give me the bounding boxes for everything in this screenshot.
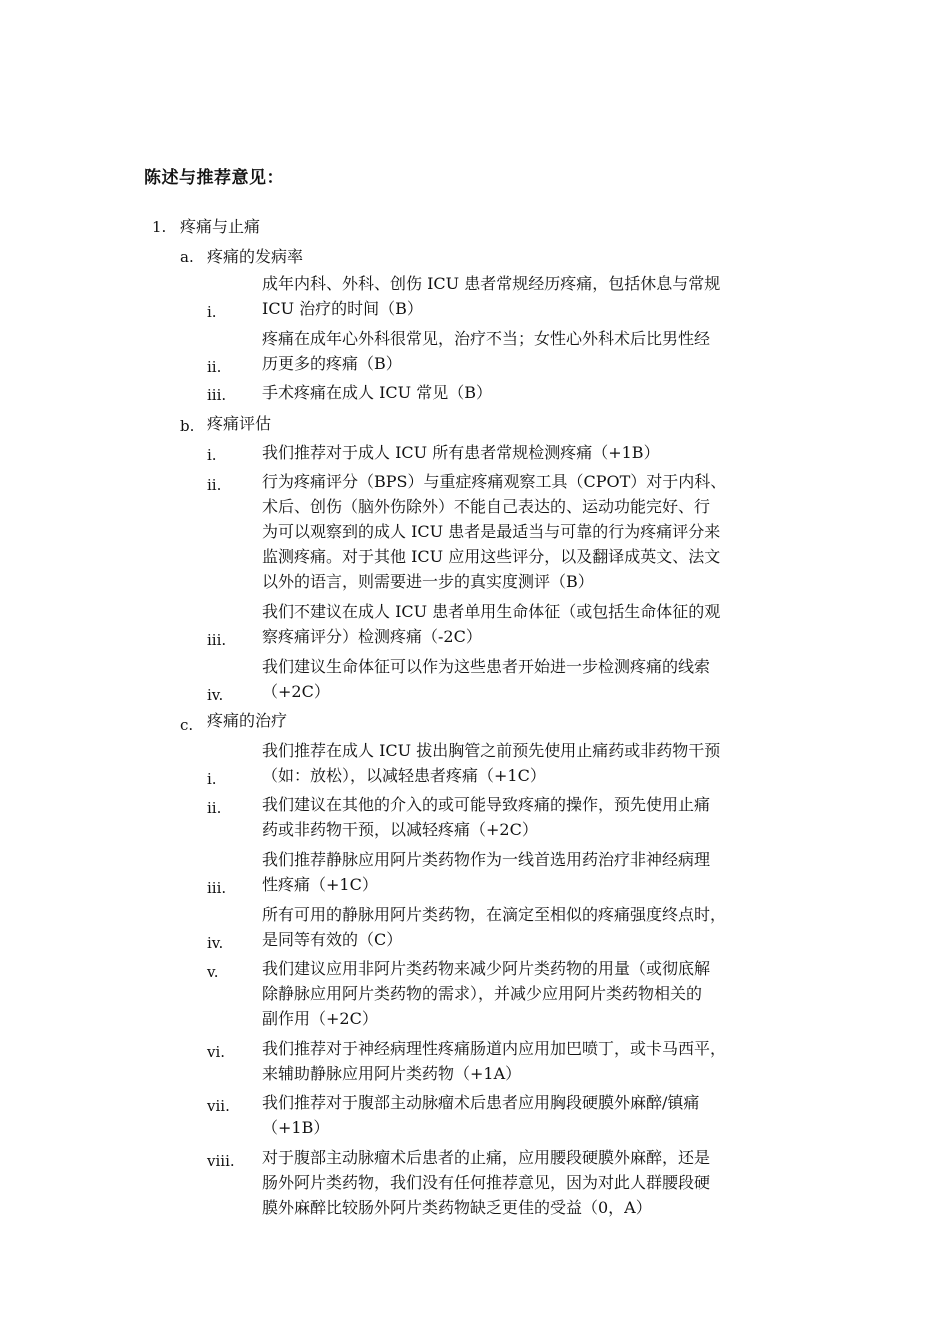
list-item-number: i. bbox=[207, 446, 217, 464]
list-item-line: 监测疼痛。对于其他 ICU 应用这些评分，以及翻译成英文、法文 bbox=[262, 547, 721, 566]
list-item-line: 肠外阿片类药物，我们没有任何推荐意见，因为对此人群腰段硬 bbox=[262, 1173, 711, 1192]
list-item-number: iii. bbox=[207, 631, 227, 649]
list-item-line: 所有可用的静脉用阿片类药物，在滴定至相似的疼痛强度终点时， bbox=[262, 905, 727, 924]
list-item-line: 对于腹部主动脉瘤术后患者的止痛，应用腰段硬膜外麻醉，还是 bbox=[262, 1148, 711, 1167]
list-item-line: 我们推荐对于成人 ICU 所有患者常规检测疼痛（+1B） bbox=[262, 443, 660, 462]
page-title: 陈述与推荐意见： bbox=[144, 168, 284, 188]
section-title: 疼痛与止痛 bbox=[180, 217, 261, 236]
subsection-title-a: 疼痛的发病率 bbox=[207, 247, 304, 266]
list-item-line: （+2C） bbox=[262, 682, 330, 701]
list-item-number: ii. bbox=[207, 358, 222, 376]
list-item-line: 膜外麻醉比较肠外阿片类药物缺乏更佳的受益（0，A） bbox=[262, 1198, 652, 1217]
list-item-number: iv. bbox=[207, 934, 224, 952]
subsection-letter-c: c. bbox=[180, 716, 194, 734]
list-item-number: iii. bbox=[207, 386, 227, 404]
list-item-number: ii. bbox=[207, 476, 222, 494]
list-item-line: 我们推荐对于腹部主动脉瘤术后患者应用胸段硬膜外麻醉/镇痛 bbox=[262, 1093, 700, 1112]
list-item-number: ii. bbox=[207, 799, 222, 817]
list-item-line: 来辅助静脉应用阿片类药物（+1A） bbox=[262, 1064, 522, 1083]
subsection-letter-a: a. bbox=[180, 248, 194, 266]
list-item-number: iii. bbox=[207, 879, 227, 897]
list-item-line: ICU 治疗的时间（B） bbox=[262, 299, 423, 318]
list-item-line: 疼痛在成年心外科很常见，治疗不当；女性心外科术后比男性经 bbox=[262, 329, 711, 348]
list-item-line: 我们推荐静脉应用阿片类药物作为一线首选用药治疗非神经病理 bbox=[262, 850, 711, 869]
list-item-line: 以外的语言，则需要进一步的真实度测评（B） bbox=[262, 572, 594, 591]
list-item-number: vi. bbox=[207, 1043, 226, 1061]
list-item-line: 察疼痛评分）检测疼痛（-2C） bbox=[262, 627, 482, 646]
list-item-number: i. bbox=[207, 303, 217, 321]
list-item-line: （如：放松），以减轻患者疼痛（+1C） bbox=[262, 766, 546, 785]
section-number: 1. bbox=[152, 218, 167, 236]
list-item-line: 除静脉应用阿片类药物的需求），并减少应用阿片类药物相关的 bbox=[262, 984, 703, 1003]
list-item-number: v. bbox=[207, 963, 219, 981]
list-item-number: vii. bbox=[207, 1097, 230, 1115]
list-item-line: 我们推荐对于神经病理性疼痛肠道内应用加巴喷丁，或卡马西平， bbox=[262, 1039, 727, 1058]
list-item-number: i. bbox=[207, 770, 217, 788]
list-item-number: viii. bbox=[207, 1152, 235, 1170]
subsection-title-b: 疼痛评估 bbox=[207, 414, 272, 433]
list-item-line: 行为疼痛评分（BPS）与重症疼痛观察工具（CPOT）对于内科、 bbox=[262, 472, 727, 491]
list-item-line: 我们建议在其他的介入的或可能导致疼痛的操作，预先使用止痛 bbox=[262, 795, 711, 814]
subsection-title-c: 疼痛的治疗 bbox=[207, 711, 288, 730]
list-item-line: （+1B） bbox=[262, 1118, 330, 1137]
list-item-line: 我们推荐在成人 ICU 拔出胸管之前预先使用止痛药或非药物干预 bbox=[262, 741, 721, 760]
list-item-line: 为可以观察到的成人 ICU 患者是最适当与可靠的行为疼痛评分来 bbox=[262, 522, 721, 541]
list-item-line: 术后、创伤（脑外伤除外）不能自己表达的、运动功能完好、行 bbox=[262, 497, 711, 516]
list-item-line: 历更多的疼痛（B） bbox=[262, 354, 402, 373]
list-item-line: 成年内科、外科、创伤 ICU 患者常规经历疼痛，包括休息与常规 bbox=[262, 274, 721, 293]
list-item-line: 手术疼痛在成人 ICU 常见（B） bbox=[262, 383, 492, 402]
list-item-line: 性疼痛（+1C） bbox=[262, 875, 378, 894]
list-item-line: 药或非药物干预，以减轻疼痛（+2C） bbox=[262, 820, 538, 839]
list-item-line: 我们建议生命体征可以作为这些患者开始进一步检测疼痛的线索 bbox=[262, 657, 711, 676]
list-item-line: 副作用（+2C） bbox=[262, 1009, 378, 1028]
list-item-line: 我们不建议在成人 ICU 患者单用生命体征（或包括生命体征的观 bbox=[262, 602, 721, 621]
list-item-line: 是同等有效的（C） bbox=[262, 930, 403, 949]
list-item-line: 我们建议应用非阿片类药物来减少阿片类药物的用量（或彻底解 bbox=[262, 959, 711, 978]
subsection-letter-b: b. bbox=[180, 417, 195, 435]
list-item-number: iv. bbox=[207, 686, 224, 704]
